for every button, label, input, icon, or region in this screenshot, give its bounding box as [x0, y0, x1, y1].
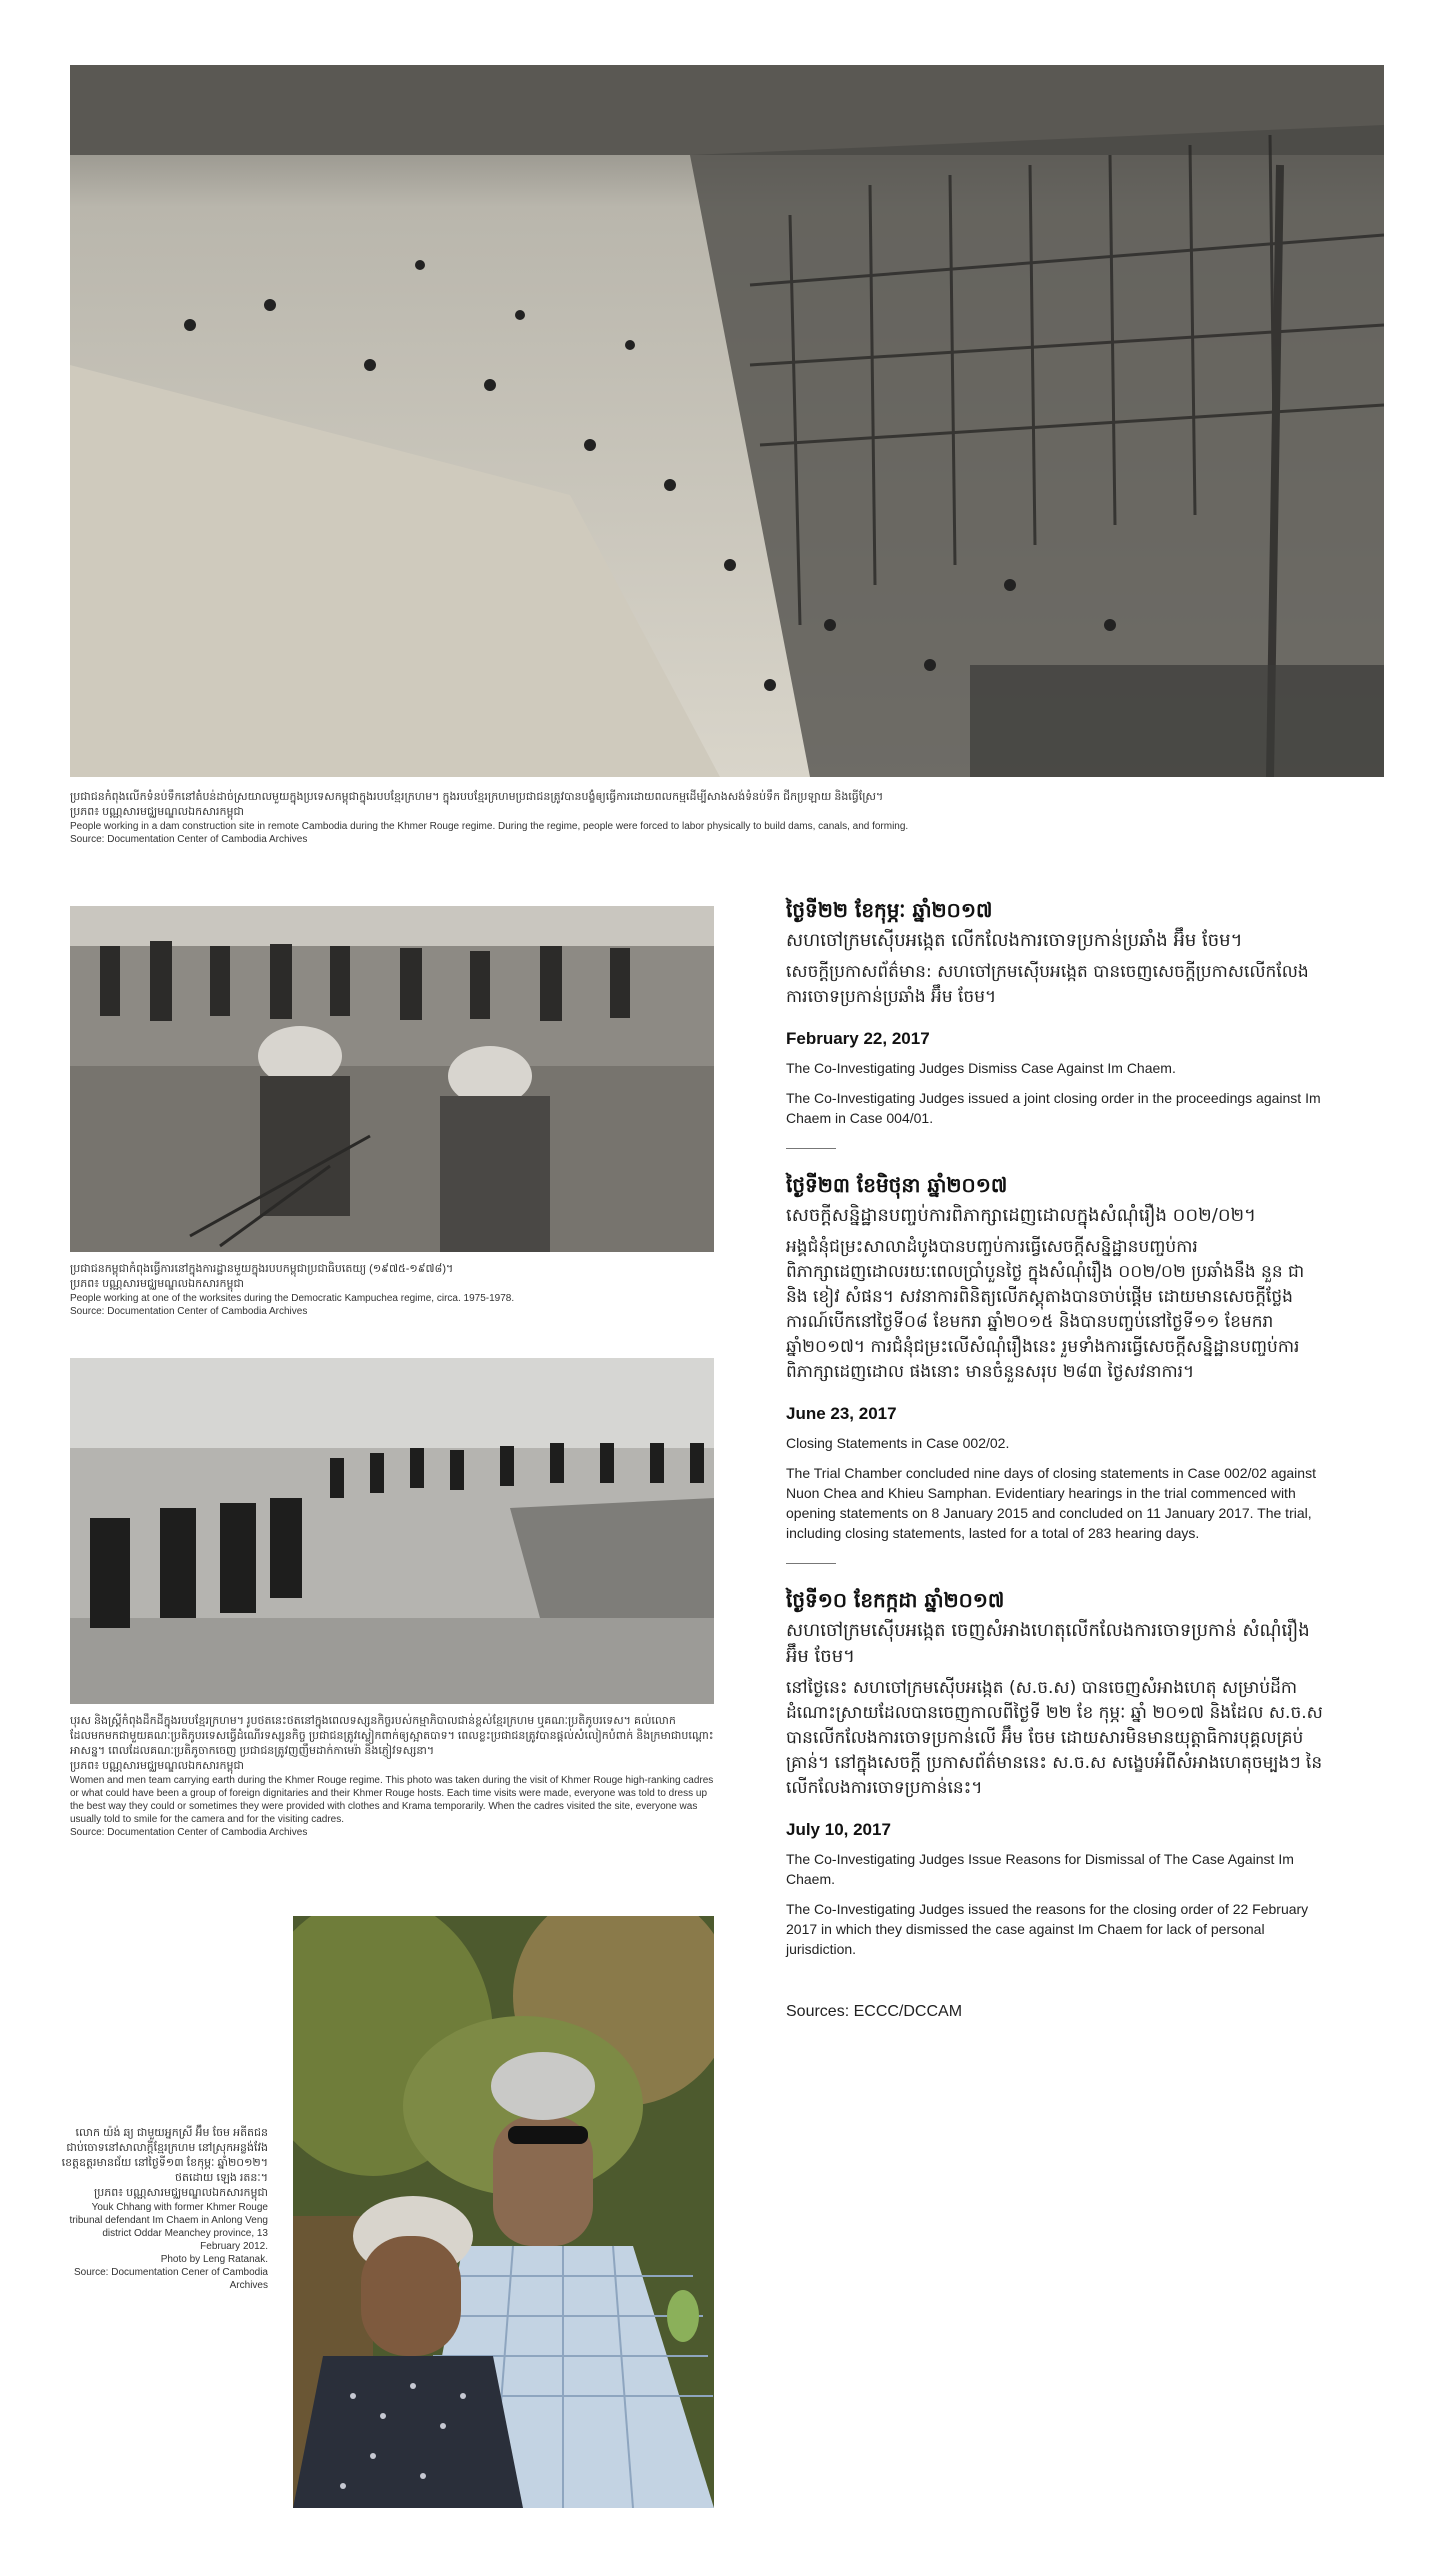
caption-en: People working in a dam construction site in remote Cambodia during the Khmer Rouge regime. During the regime, people were forced to labor physically to build dams, canals, and forming. [70, 821, 909, 832]
source-kh: ប្រភព៖ បណ្ណសារមជ្ឈមណ្ឌលឯកសារកម្ពុជា [70, 806, 244, 818]
caption-dam-construction [70, 790, 1384, 846]
entry-body-kh: សេចក្តីប្រកាសព័ត៌មាន: សហចៅក្រមស៊ើបអង្កេត បានចេញសេចក្តីប្រកាសលើកលែងការចោទប្រកាន់ប្រឆាំង អ៊ឹម ចែម។ [786, 962, 1309, 1007]
caption-en: Women and men team carrying earth during the Khmer Rouge regime. This photo was taken during the visit of Khmer Rouge high-ranking cadres or what could have been a group of foreign dignitaries and their Khmer Rouge hosts. Each time visits were made, everyone was told to dress up the best way they could or sometimes they were provided with clothes and Krama temporarily. When the cadres visited the site, everyone was usually told to smile for the camera and for the visiting cadres. [70, 1775, 714, 1825]
entry-body-en: The Trial Chamber concluded nine days of closing statements in Case 002/02 against Nuon Chea and Khieu Samphan. Evidentiary hearings in the trial commenced with opening statements on 8 January 2015 and concluded on 11 January 2017. The trial, including closing statements, lasted for a total of 283 hearing days. [786, 1465, 1316, 1541]
caption-en: People working at one of the worksites during the Democratic Kampuchea regime, circa. 1975-1978. [70, 1293, 515, 1304]
entry-date-kh: ថ្ងៃទី២២ ខែកុម្ភៈ ឆ្នាំ២០១៧ [786, 898, 993, 922]
divider [786, 1148, 836, 1149]
caption-portrait [60, 2126, 268, 2292]
source-kh: ប្រភព៖ បណ្ណសារមជ្ឈមណ្ឌលឯកសារកម្ពុជា [94, 2187, 268, 2199]
caption-en: Youk Chhang with former Khmer Rouge tribunal defendant Im Chaem in Anlong Veng district Oddar Meanchey province, 13 February 2012. [69, 2202, 268, 2252]
source-en: Source: Documentation Center of Cambodia Archives [70, 1827, 308, 1838]
caption-kh: លោក យ៉ង់ ឆ្យ ជាមួយអ្នកស្រី អ៊ឹម ចែម អតីតជនជាប់ចោទនៅសាលាក្តីខ្មែរក្រហម នៅស្រុកអន្លង់វែង ខេត្តឧត្តរមានជ័យ នៅថ្ងៃទី១៣ ខែកុម្ភៈ ឆ្នាំ២០១២។ ថតដោយ ឡេង រតនៈ។ [61, 2127, 268, 2184]
photo-worksite [70, 906, 714, 1252]
entry-body-kh: នៅថ្ងៃនេះ សហចៅក្រមស៊ើបអង្កេត (ស.ច.ស) បានចេញសំអាងហេតុ សម្រាប់ដីកាដំណោះស្រាយដែលបានចេញកាលពីថ្ងៃទី ២២ ខែ កុម្ភៈ ឆ្នាំ ២០១៧ និងដែល ស.ច.ស បានលើកលែងការចោទប្រកាន់លើ អ៊ឹម ចែម ដោយសារមិនមានយុត្តាធិការបុគ្គលគ្រប់គ្រាន់។ នៅក្នុងសេចក្តី ប្រកាសព័ត៌មាននេះ ស.ច.ស សង្ខេបអំពីសំអាងហេតុចម្បងៗ នៃលើកលែងការចោទប្រកាន់នេះ។ [786, 1678, 1323, 1798]
worksite-image [70, 906, 714, 1252]
divider [786, 1563, 836, 1564]
entry-title-en: The Co-Investigating Judges Issue Reasons for Dismissal of The Case Against Im Chaem. [786, 1851, 1294, 1887]
source-kh: ប្រភព៖ បណ្ណសារមជ្ឈមណ្ឌលឯកសារកម្ពុជា [70, 1278, 244, 1290]
timeline-entry [786, 1171, 1328, 1543]
portrait-image [293, 1916, 714, 2508]
entry-title-kh: សហចៅក្រមស៊ើបអង្កេត ចេញសំអាងហេតុលើកលែងការចោទប្រកាន់ សំណុំរឿង អ៊ឹម ចែម។ [786, 1620, 1310, 1667]
entry-title-kh: សហចៅក្រមស៊ើបអង្កេត លើកលែងការចោទប្រកាន់ប្រឆាំង អ៊ឹម ចែម។ [786, 930, 1243, 951]
caption-kh: ប្រជាជនកម្ពុជាកំពុងធ្វើការនៅក្នុងការដ្ឋានមួយក្នុងរបបកម្ពុជាប្រជាធិបតេយ្យ (១៩៧៥-១៩៧៨)។ [70, 1263, 454, 1275]
photo-carrying-earth [70, 1358, 714, 1704]
source-en: Source: Documentation Center of Cambodia Archives [70, 834, 308, 845]
timeline-entry [786, 1586, 1328, 1959]
carrying-earth-image [70, 1358, 714, 1704]
timeline-entry [786, 896, 1328, 1128]
entry-title-en: Closing Statements in Case 002/02. [786, 1435, 1010, 1451]
photo-credit: Photo by Leng Ratanak. [160, 2254, 268, 2265]
entry-date-en: February 22, 2017 [786, 1029, 930, 1048]
sources-note: Sources: ECCC/DCCAM [786, 2003, 963, 2020]
entry-date-kh: ថ្ងៃទី១០ ខែកក្កដា ឆ្នាំ២០១៧ [786, 1588, 1005, 1612]
timeline [786, 896, 1328, 2023]
source-en: Source: Documentation Center of Cambodia Archives [70, 1306, 308, 1317]
source-kh: ប្រភព៖ បណ្ណសារមជ្ឈមណ្ឌលឯកសារកម្ពុជា [70, 1760, 244, 1772]
caption-worksite [70, 1262, 714, 1318]
entry-title-kh: សេចក្តីសន្និដ្ឋានបញ្ចប់ការពិភាក្សាដេញដោលក្នុងសំណុំរឿង ០០២/០២។ [786, 1205, 1257, 1226]
entry-body-en: The Co-Investigating Judges issued the reasons for the closing order of 22 February 2017 in which they dismissed the case against Im Chaem for lack of personal jurisdiction. [786, 1901, 1309, 1957]
caption-kh: បុរស និងស្ត្រីកំពុងដឹកដីក្នុងរបបខ្មែរក្រហម។ រូបថតនេះថតនៅក្នុងពេលទស្សនកិច្ចរបស់កម្មាភិបាលជាន់ខ្ពស់ខ្មែរក្រហម ឬគណៈប្រតិភូបរទេស។ គល់លោកដែលមកមកជាមួយគណៈប្រតិភូបរទេសធ្វើដំណើរទស្សនកិច្ច ប្រជាជនត្រូវស្លៀកពាក់ឲ្យស្អាតបាទ។ ពេលខ្លះប្រជាជនត្រូវបានផ្តល់សំលៀកបំពាក់ និងក្រមាជាបណ្តោះអាសន្ន។ ពេលដែលគណៈប្រតិភូចាកចេញ ប្រជាជនត្រូវញញឹមដាក់កាមេរ៉ា និងភ្ញៀវទស្សនា។ [70, 1715, 714, 1757]
caption-kh: ប្រជាជនកំពុងលើកទំនប់ទឹកនៅតំបន់ដាច់ស្រយាលមួយក្នុងប្រទេសកម្ពុជាក្នុងរបបខ្មែរក្រហម។ ក្នុងរបបខ្មែរក្រហមប្រជាជនត្រូវបានបង្ខំឲ្យធ្វើការដោយពលកម្មដើម្បីសាងសង់ទំនប់ទឹក ជីកប្រឡាយ និងធ្វើស្រែ។ [70, 791, 884, 803]
source-en: Source: Documentation Cener of Cambodia Archives [74, 2267, 268, 2291]
dam-construction-image [70, 65, 1384, 777]
entry-body-kh: អង្គជំនុំជម្រះសាលាដំបូងបានបញ្ចប់ការធ្វើសេចក្តីសន្និដ្ឋានបញ្ចប់ការពិភាក្សាដេញដោលរយៈពេលប្រាំបួនថ្ងៃ ក្នុងសំណុំរឿង ០០២/០២ ប្រឆាំងនឹង នួន ជា និង ខៀវ សំផន។ សវនាការពិនិត្យលើភស្តុតាងបានចាប់ផ្តើម ដោយមានសេចក្តីថ្លែងការណ៍បើកនៅថ្ងៃទី០៨ ខែមករា ឆ្នាំ២០១៥ និងបានបញ្ចប់នៅថ្ងៃទី១១ ខែមករា ឆ្នាំ២០១៧។ ការជំនុំជម្រះលើសំណុំរឿងនេះ រួមទាំងការធ្វើសេចក្តីសន្និដ្ឋានបញ្ចប់ការពិភាក្សាដេញដោល ផងនោះ មានចំនួនសរុប ២៨៣ ថ្ងៃសវនាការ។ [786, 1237, 1305, 1382]
entry-date-kh: ថ្ងៃទី២៣ ខែមិថុនា ឆ្នាំ២០១៧ [786, 1173, 1008, 1197]
entry-date-en: July 10, 2017 [786, 1820, 891, 1839]
entry-body-en: The Co-Investigating Judges issued a joint closing order in the proceedings against Im Chaem in Case 004/01. [786, 1090, 1321, 1126]
entry-title-en: The Co-Investigating Judges Dismiss Case Against Im Chaem. [786, 1060, 1176, 1076]
caption-carrying-earth [70, 1714, 714, 1839]
photo-portrait [293, 1916, 714, 2508]
photo-dam-construction [70, 65, 1384, 777]
entry-date-en: June 23, 2017 [786, 1404, 897, 1423]
